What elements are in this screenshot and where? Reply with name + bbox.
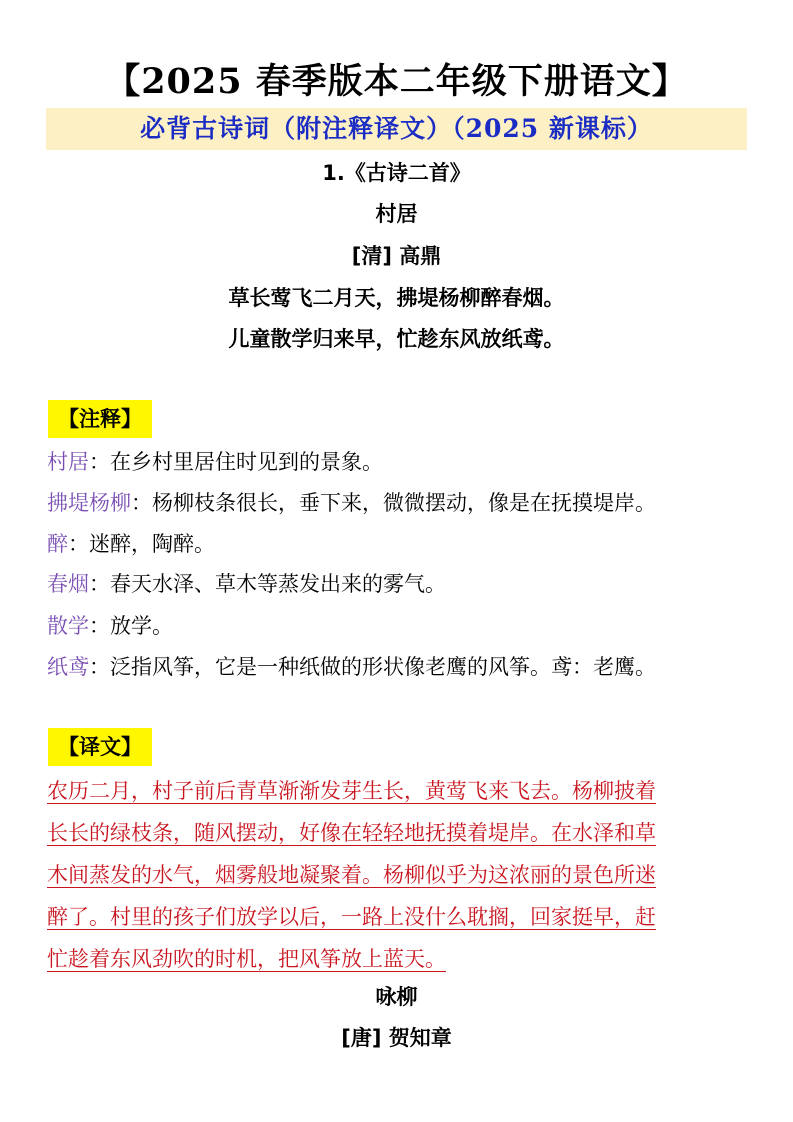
translation-line: 农历二月，村子前后青草渐渐发芽生长，黄莺飞来飞去。杨柳披着	[47, 779, 656, 803]
translation-paragraph	[47, 770, 747, 980]
note-item	[47, 488, 656, 518]
translation-line: 忙趁着东风劲吹的时机，把风筝放上蓝天。	[47, 947, 446, 971]
note-term: 村居	[47, 450, 89, 474]
note-separator: ：	[89, 572, 110, 596]
document-subtitle: 必背古诗词（附注释译文）（2025 新课标）	[140, 114, 653, 143]
translation-line: 长长的绿枝条，随风摆动，好像在轻轻地抚摸着堤岸。在水泽和草	[47, 821, 656, 845]
note-term: 纸鸢	[47, 655, 89, 679]
note-item	[47, 652, 656, 682]
poem-author: [唐] 贺知章	[341, 1026, 452, 1050]
poem-line: 儿童散学归来早，忙趁东风放纸鸢。	[228, 327, 565, 351]
note-term: 散学	[47, 614, 89, 638]
poem-line: 草长莺飞二月天，拂堤杨柳醉春烟。	[228, 286, 565, 310]
poem-title: 村居	[375, 202, 418, 226]
note-item	[47, 611, 173, 641]
note-item	[47, 447, 383, 477]
translation-line: 木间蒸发的水气，烟雾般地凝聚着。杨柳似乎为这浓丽的景色所迷	[47, 863, 656, 887]
note-separator: ：	[131, 491, 152, 515]
section-title: 1.《古诗二首》	[322, 161, 471, 185]
note-separator: ：	[68, 532, 89, 556]
note-text: 杨柳枝条很长，垂下来，微微摆动，像是在抚摸堤岸。	[152, 491, 656, 515]
subtitle-banner	[46, 108, 747, 150]
note-item	[47, 569, 446, 599]
note-term: 醉	[47, 532, 68, 556]
note-text: 迷醉，陶醉。	[89, 532, 215, 556]
document-title: 【2025 春季版本二年级下册语文】	[105, 61, 688, 102]
note-item	[47, 529, 215, 559]
translation-line: 醉了。村里的孩子们放学以后，一路上没什么耽搁，回家挺早，赶	[47, 905, 656, 929]
note-separator: ：	[89, 614, 110, 638]
notes-heading: 【注释】	[48, 400, 152, 438]
note-text: 放学。	[110, 614, 173, 638]
note-separator: ：	[89, 450, 110, 474]
translation-heading: 【译文】	[48, 728, 152, 766]
note-text: 泛指风筝，它是一种纸做的形状像老鹰的风筝。鸢：老鹰。	[110, 655, 656, 679]
note-text: 在乡村里居住时见到的景象。	[110, 450, 383, 474]
note-term: 拂堤杨柳	[47, 491, 131, 515]
poem-title: 咏柳	[375, 985, 418, 1009]
note-separator: ：	[89, 655, 110, 679]
poem-author: [清] 高鼎	[351, 244, 442, 268]
note-term: 春烟	[47, 572, 89, 596]
note-text: 春天水泽、草木等蒸发出来的雾气。	[110, 572, 446, 596]
